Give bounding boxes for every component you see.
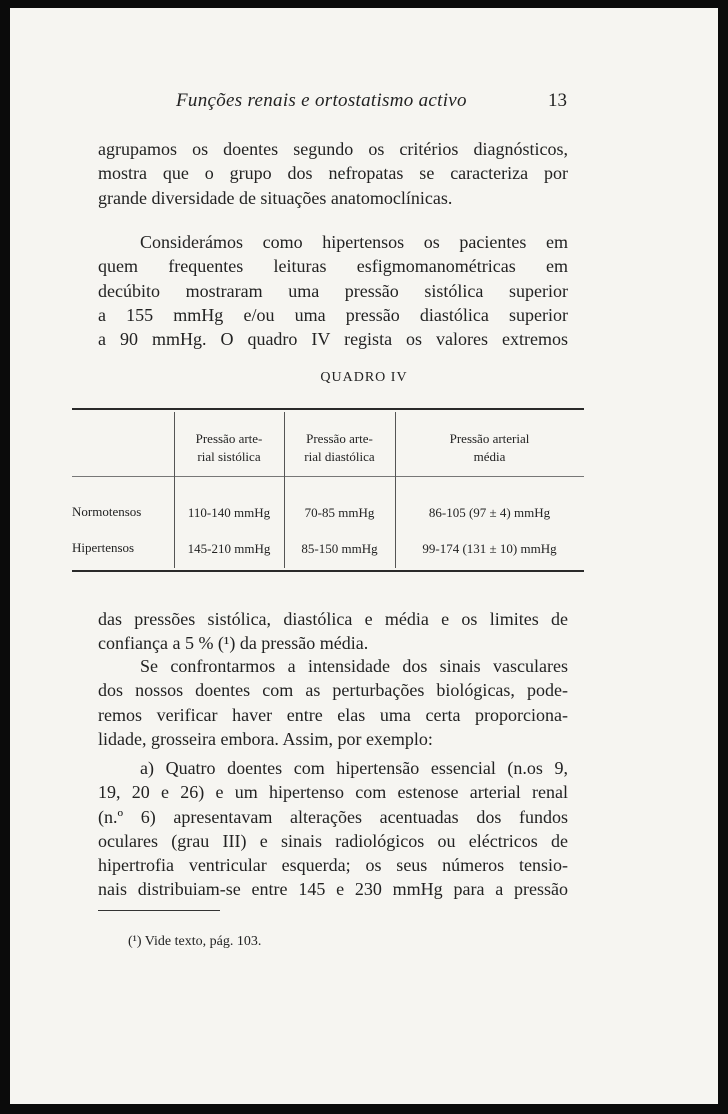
page-header xyxy=(10,90,718,120)
running-head: Funções renais e ortostatismo activo xyxy=(176,90,467,111)
mean-value: 99-174 (131 ± 10) mmHg xyxy=(422,541,557,556)
paragraph-2 xyxy=(98,230,568,351)
header-mean xyxy=(395,430,584,466)
header-line: rial sistólica xyxy=(197,449,261,464)
text-line: dos nossos doentes com as perturbações biológicas, pode- xyxy=(98,680,568,701)
text-line: nais distribuiam-se entre 145 e 230 mmHg para a pressão xyxy=(98,879,568,900)
text-line: quem frequentes leituras esfigmomanométricas em xyxy=(98,256,568,277)
text-line: remos verificar haver entre elas uma certa proporciona- xyxy=(98,704,568,725)
footnote: (¹) Vide texto, pág. 103. xyxy=(128,934,262,949)
paragraph-5 xyxy=(98,756,568,902)
text-line: Se confrontarmos a intensidade dos sinais vasculares xyxy=(140,656,568,676)
text-line: Considerámos como hipertensos os pacientes em xyxy=(140,232,568,252)
text-line: hipertrofia ventricular esquerda; os seus números tensio- xyxy=(98,855,568,876)
systolic-value: 110-140 mmHg xyxy=(187,505,271,520)
diastolic-value: 85-150 mmHg xyxy=(301,541,378,556)
diastolic-value: 70-85 mmHg xyxy=(304,505,375,520)
text-line: confiança a 5 % (¹) da pressão média. xyxy=(98,633,369,654)
page-number: 13 xyxy=(548,90,567,111)
paragraph-1 xyxy=(98,137,568,210)
text-line: a 90 mmHg. O quadro IV regista os valores extremos xyxy=(98,329,568,350)
header-systolic xyxy=(174,430,284,466)
text-line: mostra que o grupo dos nefropatas se caracteriza por xyxy=(98,163,568,184)
text-line: decúbito mostraram uma pressão sistólica superior xyxy=(98,280,568,301)
text-line: 19, 20 e 26) e um hipertenso com estenose arterial renal xyxy=(98,782,568,803)
mean-value: 86-105 (97 ± 4) mmHg xyxy=(428,505,551,520)
row-label: Hipertensos xyxy=(72,540,135,555)
text-line: oculares (grau III) e sinais radiológicos ou eléctricos de xyxy=(98,830,568,851)
header-diastolic xyxy=(284,430,395,466)
header-line: média xyxy=(473,449,506,464)
text-line: das pressões sistólica, diastólica e média e os limites de xyxy=(98,609,568,629)
document-page xyxy=(10,8,718,1104)
table-caption: QUADRO IV xyxy=(320,370,408,385)
table-header-rule xyxy=(72,476,584,477)
footnote-rule xyxy=(98,910,220,911)
row-label: Normotensos xyxy=(72,504,142,519)
text-line: a) Quatro doentes com hipertensão essencial (n.os 9, xyxy=(140,758,568,778)
text-line: a 155 mmHg e/ou uma pressão diastólica superior xyxy=(98,304,568,325)
table-bottom-rule xyxy=(72,570,584,572)
header-line: Pressão arte- xyxy=(195,431,263,446)
paragraph-4 xyxy=(98,654,568,751)
header-line: Pressão arterial xyxy=(449,431,530,446)
text-line: grande diversidade de situações anatomoclínicas. xyxy=(98,187,453,208)
data-table xyxy=(72,408,584,574)
header-line: rial diastólica xyxy=(304,449,375,464)
table-top-rule xyxy=(72,408,584,410)
text-line: (n.º 6) apresentavam alterações acentuadas dos fundos xyxy=(98,806,568,827)
paragraph-3 xyxy=(98,607,568,656)
header-line: Pressão arte- xyxy=(306,431,373,446)
systolic-value: 145-210 mmHg xyxy=(187,541,271,556)
text-line: agrupamos os doentes segundo os critérios diagnósticos, xyxy=(98,139,568,159)
text-line: lidade, grosseira embora. Assim, por exemplo: xyxy=(98,728,433,749)
